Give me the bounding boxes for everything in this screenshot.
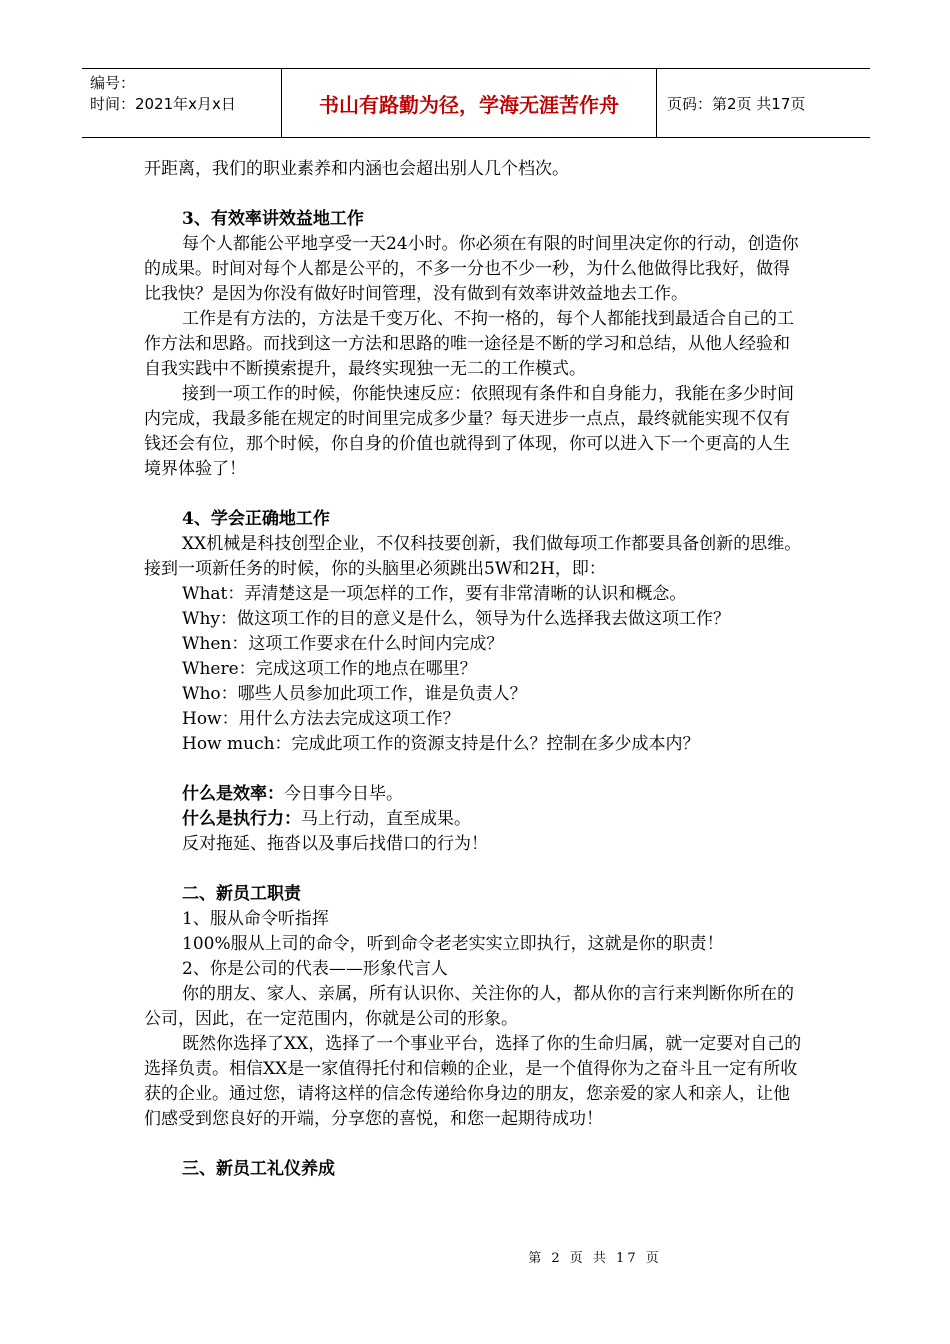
number-label: 编号：	[90, 74, 136, 92]
header-page-code: 页码：第2页 共17页	[667, 94, 806, 113]
page-footer: 第 2 页 共 17 页	[528, 1251, 662, 1266]
list-item: Who：哪些人员参加此项工作，谁是负责人？	[182, 684, 527, 704]
list-item: How much：完成此项工作的资源支持是什么？控制在多少成本内？	[182, 734, 700, 754]
section-heading-3: 3、有效率讲效益地工作	[182, 209, 364, 229]
page-header	[82, 68, 870, 138]
paragraph: 既然你选择了XX，选择了一个事业平台，选择了你的生命归属，就一定要对自己的选择负责。相信XX是一家值得托付和信赖的企业，是一个值得你为之奋斗且一定有所收获的企业。通过您，请将这样的信念传递给你身边的朋友，您亲爱的家人和亲人，让他们感受到您良好的开端，分享您的喜悦，和您一起期待成功！	[144, 1034, 802, 1129]
efficiency-text: 今日事今日毕。	[284, 784, 403, 804]
list-item: 2、你是公司的代表——形象代言人	[182, 959, 448, 979]
list-item: How：用什么方法去完成这项工作？	[182, 709, 460, 729]
paragraph: 反对拖延、拖沓以及事后找借口的行为！	[182, 834, 488, 854]
section-heading-three: 三、新员工礼仪养成	[182, 1159, 335, 1179]
execution-label: 什么是执行力：	[182, 809, 301, 829]
header-motto: 书山有路勤为径，学海无涯苦作舟	[282, 69, 657, 137]
time-label: 时间：2021年x月x日	[90, 95, 236, 113]
paragraph: 接到一项工作的时候，你能快速反应：依照现有条件和自身能力，我能在多少时间内完成，我最多能在规定的时间里完成多少量？每天进步一点点，最终就能实现不仅有钱还会有位，那个时候，你自身的价值也就得到了体现，你可以进入下一个更高的人生境界体验了！	[144, 384, 794, 479]
header-meta	[82, 69, 282, 137]
section-heading-4: 4、学会正确地工作	[182, 509, 330, 529]
list-item: Why：做这项工作的目的意义是什么，领导为什么选择我去做这项工作？	[182, 609, 731, 629]
list-item: Where：完成这项工作的地点在哪里？	[182, 659, 477, 679]
list-item: What：弄清楚这是一项怎样的工作，要有非常清晰的认识和概念。	[182, 584, 687, 604]
paragraph: 工作是有方法的，方法是千变万化、不拘一格的，每个人都能找到最适合自己的工作方法和思路。而找到这一方法和思路的唯一途径是不断的学习和总结，从他人经验和自我实践中不断摸索提升，最终实现独一无二的工作模式。	[144, 309, 794, 379]
list-item: When：这项工作要求在什么时间内完成？	[182, 634, 504, 654]
paragraph: 每个人都能公平地享受一天24小时。你必须在有限的时间里决定你的行动，创造你的成果。时间对每个人都是公平的，不多一分也不少一秒，为什么他做得比我好，做得比我快？是因为你没有做好时间管理，没有做到有效率讲效益地去工作。	[144, 234, 799, 304]
efficiency-label: 什么是效率：	[182, 784, 284, 804]
paragraph: XX机械是科技创型企业，不仅科技要创新，我们做每项工作都要具备创新的思维。接到一项新任务的时候，你的头脑里必须跳出5W和2H，即：	[144, 534, 802, 579]
paragraph: 100%服从上司的命令，听到命令老老实实立即执行，这就是你的职责！	[182, 934, 724, 954]
efficiency-definition	[144, 782, 806, 807]
execution-definition	[144, 807, 806, 832]
execution-text: 马上行动，直至成果。	[301, 809, 471, 829]
document-body	[144, 157, 806, 1182]
list-item: 1、服从命令听指挥	[182, 909, 329, 929]
section-heading-two: 二、新员工职责	[182, 884, 301, 904]
paragraph: 你的朋友、家人、亲属，所有认识你、关注你的人，都从你的言行来判断你所在的公司，因此，在一定范围内，你就是公司的形象。	[144, 984, 794, 1029]
paragraph: 开距离，我们的职业素养和内涵也会超出别人几个档次。	[144, 159, 569, 179]
